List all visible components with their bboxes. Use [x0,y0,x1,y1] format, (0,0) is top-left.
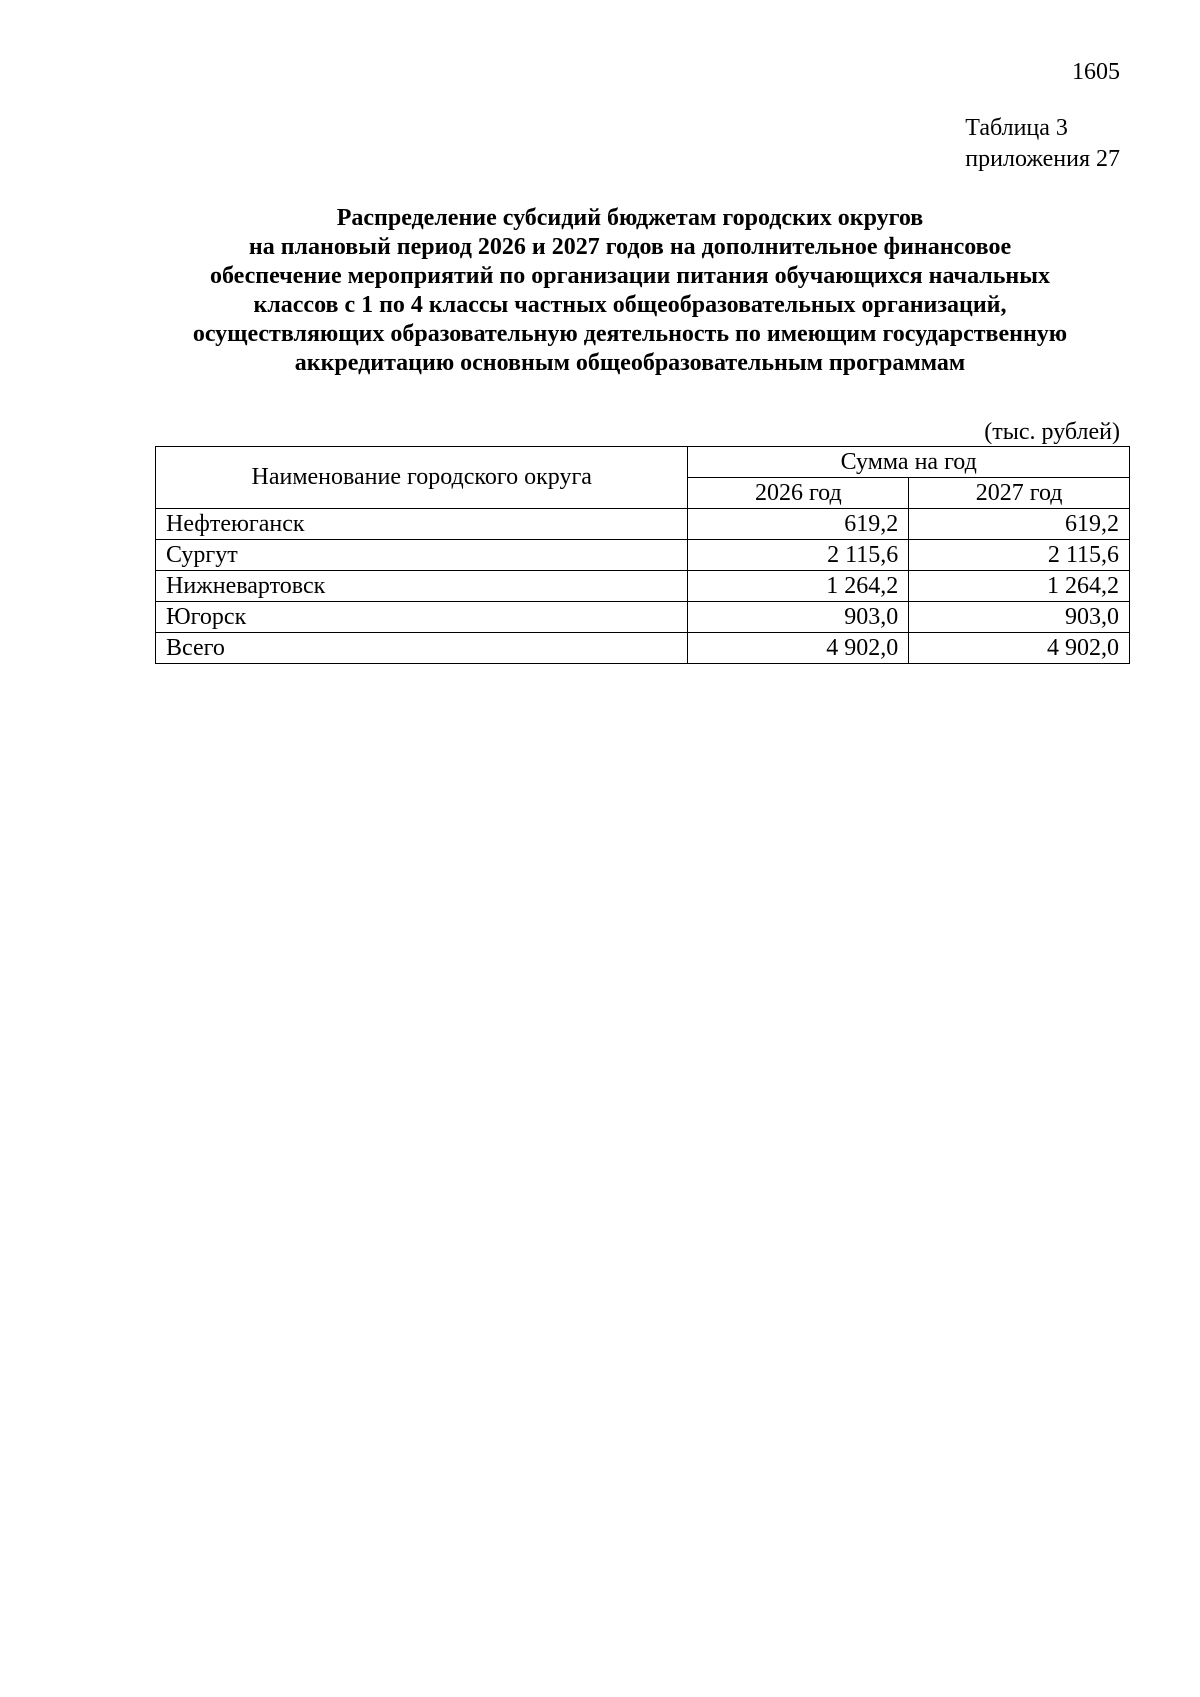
total-2027: 4 902,0 [909,633,1130,664]
subsidy-table [155,446,1130,664]
table-row [156,571,1130,602]
table-row [156,540,1130,571]
district-name: Нижневартовск [156,571,688,602]
document-title [100,204,1160,378]
amount-2026: 619,2 [688,509,909,540]
amount-2026: 903,0 [688,602,909,633]
district-name: Югорск [156,602,688,633]
amount-2027: 619,2 [909,509,1130,540]
header-year-2026: 2026 год [688,478,909,509]
table-reference [965,113,1120,175]
title-line: осуществляющих образовательную деятельность по имеющим государственную [192,321,1068,347]
amount-2027: 903,0 [909,602,1130,633]
table-reference-line: Таблица 3 [965,115,1068,141]
header-district-name: Наименование городского округа [156,447,688,509]
table-header-row [156,447,1130,478]
page-number: 1605 [1072,59,1120,85]
amount-2026: 1 264,2 [688,571,909,602]
total-2026: 4 902,0 [688,633,909,664]
amount-2027: 1 264,2 [909,571,1130,602]
amount-2027: 2 115,6 [909,540,1130,571]
title-line: Распределение субсидий бюджетам городских округов [336,205,924,231]
title-line: обеспечение мероприятий по организации питания обучающихся начальных [209,263,1050,289]
title-line: классов с 1 по 4 классы частных общеобразовательных организаций, [253,292,1007,318]
units-label: (тыс. рублей) [984,419,1120,445]
title-line: аккредитацию основным общеобразовательным программам [294,350,966,376]
table-reference-line: приложения 27 [965,146,1120,172]
amount-2026: 2 115,6 [688,540,909,571]
title-line: на плановый период 2026 и 2027 годов на дополнительное финансовое [248,234,1012,260]
table-row [156,509,1130,540]
header-annual-sum: Сумма на год [688,447,1130,478]
table-total-row [156,633,1130,664]
total-label: Всего [156,633,688,664]
header-year-2027: 2027 год [909,478,1130,509]
district-name: Сургут [156,540,688,571]
table-row [156,602,1130,633]
district-name: Нефтеюганск [156,509,688,540]
